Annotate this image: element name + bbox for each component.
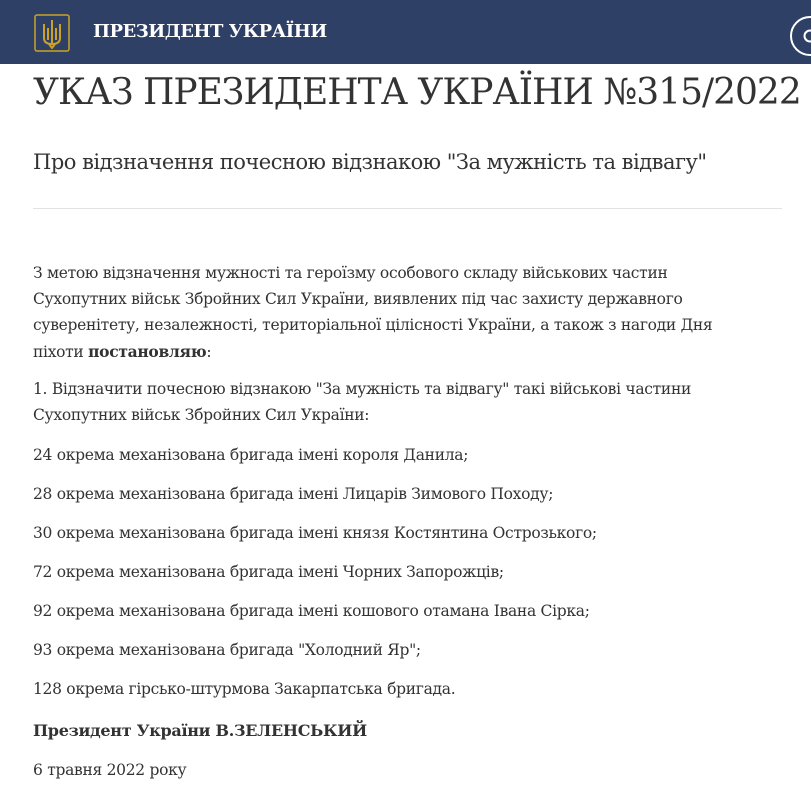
intro-bold-word: постановляю xyxy=(88,342,207,361)
intro-line: З метою відзначення мужності та героїзму особового складу військових частин xyxy=(33,264,668,282)
decree-subtitle: Про відзначення почесною відзнакою "За мужність та відвагу" xyxy=(33,150,707,174)
unit-list-item: 72 окрема механізована бригада імені Чорних Запорожців; xyxy=(33,563,504,581)
unit-list-item: 28 окрема механізована бригада імені Лицарів Зимового Походу; xyxy=(33,485,554,503)
item1-line: Сухопутних військ Збройних Сил України: xyxy=(33,406,370,424)
intro-suffix: : xyxy=(206,343,212,361)
site-brand-link[interactable]: ПРЕЗИДЕНТ УКРАЇНИ xyxy=(93,21,327,42)
decree-date: 6 травня 2022 року xyxy=(33,761,187,779)
trident-icon[interactable] xyxy=(34,14,70,52)
item1-line: 1. Відзначити почесною відзнакою "За мужність та відвагу" такі військові частини xyxy=(33,380,692,398)
search-button[interactable] xyxy=(790,16,811,56)
unit-list-item: 92 окрема механізована бригада імені кошового отамана Івана Сірка; xyxy=(33,602,590,620)
unit-list-item: 93 окрема механізована бригада "Холодний Яр"; xyxy=(33,641,421,659)
intro-line: Сухопутних військ Збройних Сил України, виявлених під час захисту державного xyxy=(33,290,683,308)
signature: Президент України В.ЗЕЛЕНСЬКИЙ xyxy=(33,721,367,740)
unit-list-item: 24 окрема механізована бригада імені короля Данила; xyxy=(33,446,469,464)
intro-line: суверенітету, незалежності, територіальної цілісності України, а також з нагоди Дня xyxy=(33,316,713,334)
unit-list-item: 30 окрема механізована бригада імені князя Костянтина Острозького; xyxy=(33,524,597,542)
top-navigation-bar xyxy=(0,0,811,64)
intro-text: піхоти xyxy=(33,343,89,361)
intro-line-last xyxy=(33,342,211,361)
search-icon xyxy=(802,28,811,48)
page-title: УКАЗ ПРЕЗИДЕНТА УКРАЇНИ №315/2022 xyxy=(33,72,801,113)
divider xyxy=(33,208,782,209)
unit-list-item: 128 окрема гірсько-штурмова Закарпатська бригада. xyxy=(33,680,456,698)
